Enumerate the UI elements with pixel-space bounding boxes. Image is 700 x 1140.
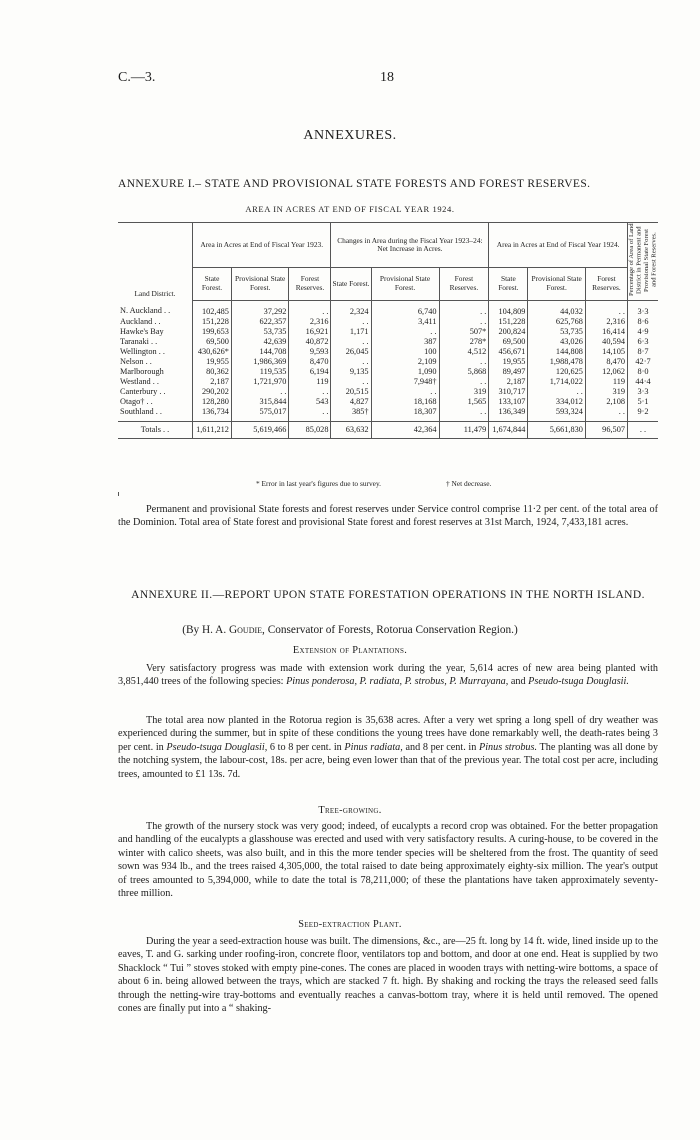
table-cell: 1,714,022 <box>528 377 585 387</box>
subheader-state-forest-change: State Forest. <box>331 268 371 301</box>
table-row <box>118 367 658 377</box>
table-row <box>118 377 658 387</box>
subheader-prov-state-forest-1923: Provisional State Forest. <box>231 268 288 301</box>
table-cell: 278* <box>439 337 489 347</box>
table-cell: . . <box>371 387 439 397</box>
totals-row <box>118 421 658 438</box>
page-number: 18 <box>380 70 394 85</box>
extension-paragraph-1: Very satisfactory progress was made with extension work during the year, 5,614 acres of new area being planted with 3,851,440 trees of the following species: Pinus ponderosa, P. radiata, P. strobus, P. Murrayana, and Pseudo-tsuga Douglasii. <box>118 663 658 688</box>
table-cell: 20,515 <box>331 387 371 397</box>
table-cell: 37,292 <box>231 300 288 317</box>
table-row <box>118 300 658 317</box>
table-cell: 136,349 <box>489 407 528 422</box>
table-cell: 8·7 <box>628 347 659 357</box>
table-cell: . . <box>439 377 489 387</box>
table-cell: 9,593 <box>289 347 331 357</box>
table-cell: 144,808 <box>528 347 585 357</box>
table-cell: 2,316 <box>585 317 627 327</box>
district-name: Marlborough <box>120 366 164 376</box>
table-cell: 456,671 <box>489 347 528 357</box>
header-land-district: Land District. <box>118 223 193 301</box>
table-cell: 1,988,478 <box>528 357 585 367</box>
table-cell: 53,735 <box>528 327 585 337</box>
table-cell: 144,708 <box>231 347 288 357</box>
table-cell: 2,109 <box>371 357 439 367</box>
table-cell: 12,062 <box>585 367 627 377</box>
table-cell: 6,194 <box>289 367 331 377</box>
subheader-prov-state-forest-1924: Provisional State Forest. <box>528 268 585 301</box>
page-header <box>118 70 652 90</box>
table-cell: 42·7 <box>628 357 659 367</box>
table-cell: 575,017 <box>231 407 288 422</box>
table-cell: . . <box>331 337 371 347</box>
table-cell: 2,108 <box>585 397 627 407</box>
totals-cell: 1,674,844 <box>489 421 528 438</box>
tree-growing-paragraph: The growth of the nursery stock was very good; indeed, of eucalypts a record crop was obtained. For the better propagation and handling of the eucalypts a glasshouse was erected and used with very satisfactory results. A curing-house, to be covered in the winter with calico sheets, was also built, and in this the more tender species will be sheltered from the frost. The quantity of seed sown was 934 lb., and the trees raised 4,305,000, the total raised to date being approximately eighty-six million. The year's output of trees amounted to 5,394,000, while to date the total is 78,211,000; of these the plantations have taken approximately seventy-three million. <box>118 821 658 900</box>
table-cell: 104,809 <box>489 300 528 317</box>
table-cell: 310,717 <box>489 387 528 397</box>
table-cell: . . <box>289 407 331 422</box>
district-name: Nelson . . <box>120 356 152 366</box>
table-row <box>118 387 658 397</box>
header-group-changes: Changes in Area during the Fiscal Year 1923–24: Net Increase in Acres. <box>331 223 489 268</box>
table-cell: 133,107 <box>489 397 528 407</box>
table-cell: . . <box>331 377 371 387</box>
totals-cell: 42,364 <box>371 421 439 438</box>
table-cell: 2,187 <box>489 377 528 387</box>
table-cell: . . <box>439 357 489 367</box>
table-cell: 43,026 <box>528 337 585 347</box>
totals-cell: . . <box>628 421 659 438</box>
table-cell: 290,202 <box>193 387 232 397</box>
table-cell: 1,565 <box>439 397 489 407</box>
table-cell: 14,105 <box>585 347 627 357</box>
page-title: ANNEXURES. <box>303 128 397 143</box>
table-cell: 40,594 <box>585 337 627 347</box>
table-cell: 9,135 <box>331 367 371 377</box>
footnote-error: * Error in last year's figures due to survey. <box>256 479 382 488</box>
table-cell: . . <box>231 387 288 397</box>
byline: (By H. A. Goudie, Conservator of Forests, Rotorua Conservation Region.) <box>182 624 518 636</box>
totals-cell: 63,632 <box>331 421 371 438</box>
table-cell: 8·6 <box>628 317 659 327</box>
table-cell: . . <box>371 327 439 337</box>
table-cell: . . <box>528 387 585 397</box>
district-name: Westland . . <box>120 376 159 386</box>
district-name: Auckland . . <box>120 316 161 326</box>
seed-extraction-paragraph: During the year a seed-extraction house was built. The dimensions, &c., are—25 ft. long by 14 ft. wide, lined inside up to the eaves, T. and G. sarking under roofing-iron, concrete floor, ventilators top and bottom, and door at one end. Heat is supplied by two Shacklock “ Tui ” stoves stoked with empty pine-cones. The cones are placed in wooden trays with netting-wire bottoms, a space of about 6 in. being allowed between the trays, which are stacked 7 ft. high. By shaking and rocking the trays the released seed falls through the netting-wire tray-bottoms and eventually reaches a canvas-bottom tray, where it is held until removed. The opened cones are finally put into a “ shaking- <box>118 936 658 1015</box>
table-cell: 3·3 <box>628 300 659 317</box>
totals-cell: 5,619,466 <box>231 421 288 438</box>
section-heading-extension: Extension of Plantations. <box>292 645 408 656</box>
table-cell: 1,090 <box>371 367 439 377</box>
table-cell: 69,500 <box>193 337 232 347</box>
table-cell: 543 <box>289 397 331 407</box>
table-cell: . . <box>585 407 627 422</box>
table-cell: 430,626* <box>193 347 232 357</box>
district-name: Canterbury . . <box>120 386 166 396</box>
table-cell: 200,824 <box>489 327 528 337</box>
table-cell: 6·3 <box>628 337 659 347</box>
table-cell: 622,357 <box>231 317 288 327</box>
table-cell: 7,948† <box>371 377 439 387</box>
table-caption: AREA IN ACRES AT END OF FISCAL YEAR 1924. <box>245 204 455 214</box>
table-cell: 9·2 <box>628 407 659 422</box>
subheader-prov-state-forest-change: Provisional State Forest. <box>371 268 439 301</box>
totals-cell: 5,661,830 <box>528 421 585 438</box>
table-cell: 26,045 <box>331 347 371 357</box>
table-cell: 44,032 <box>528 300 585 317</box>
totals-cell: 85,028 <box>289 421 331 438</box>
district-name: Taranaki . . <box>120 336 158 346</box>
table-cell: 128,280 <box>193 397 232 407</box>
table-cell: 8,470 <box>289 357 331 367</box>
table-cell: 2,316 <box>289 317 331 327</box>
table-cell: 18,307 <box>371 407 439 422</box>
table-cell: 80,362 <box>193 367 232 377</box>
table-cell: 16,921 <box>289 327 331 337</box>
table-cell: . . <box>331 357 371 367</box>
table-cell: 19,955 <box>489 357 528 367</box>
table-cell: 1,986,369 <box>231 357 288 367</box>
table-cell: 8,470 <box>585 357 627 367</box>
table-cell: 4,827 <box>331 397 371 407</box>
table-cell: 4·9 <box>628 327 659 337</box>
subheader-forest-reserves-1923: Forest Reserves. <box>289 268 331 301</box>
table-cell: 136,734 <box>193 407 232 422</box>
table-cell: 119 <box>289 377 331 387</box>
table-cell: 387 <box>371 337 439 347</box>
table-cell: 1,171 <box>331 327 371 337</box>
header-group-1924: Area in Acres at End of Fiscal Year 1924. <box>489 223 628 268</box>
table-cell: 119 <box>585 377 627 387</box>
annexure-1-heading: ANNEXURE I.– STATE AND PROVISIONAL STATE FORESTS AND FOREST RESERVES. <box>118 178 591 190</box>
table-cell: . . <box>289 300 331 317</box>
table-cell: 16,414 <box>585 327 627 337</box>
table-cell: 69,500 <box>489 337 528 347</box>
extension-paragraph-2: The total area now planted in the Rotorua region is 35,638 acres. After a very wet spring a long spell of dry weather was experienced during the summer, but in spite of these conditions the young trees have done remarkably well, the death-rates being 3 per cent. in Pseudo-tsuga Douglasii, 6 to 8 per cent. in Pinus radiata, and 8 per cent. in Pinus strobus. The planting was all done by the notching system, the labour-cost, 18s. per acre, being even lower than that of the previous year. The total cost per acre, including trees, amounted to £1 13s. 7d. <box>118 715 659 780</box>
district-name: Wellington . . <box>120 346 165 356</box>
table-cell: . . <box>439 300 489 317</box>
table-cell: . . <box>439 317 489 327</box>
table-cell: 507* <box>439 327 489 337</box>
table-cell: 151,228 <box>489 317 528 327</box>
table-cell: 2,187 <box>193 377 232 387</box>
table-cell: 2,324 <box>331 300 371 317</box>
table-cell: 319 <box>585 387 627 397</box>
subheader-state-forest-1924: State Forest. <box>489 268 528 301</box>
table-cell: 89,497 <box>489 367 528 377</box>
table-cell: 120,625 <box>528 367 585 377</box>
table-cell: 593,324 <box>528 407 585 422</box>
district-name: Hawke's Bay <box>120 326 164 336</box>
summary-paragraph: Permanent and provisional State forests and forest reserves under Service control comprise 11·2 per cent. of the total area of the Dominion. Total area of State forest and provisional State forest and forest reserves at 31st March, 1924, 7,433,181 acres. <box>118 504 658 529</box>
table-cell: 334,012 <box>528 397 585 407</box>
table-cell: 5·1 <box>628 397 659 407</box>
subheader-state-forest-1923: State Forest. <box>193 268 232 301</box>
table-row <box>118 337 658 347</box>
annexure-2-heading: ANNEXURE II.—REPORT UPON STATE FORESTATION OPERATIONS IN THE NORTH ISLAND. <box>131 589 645 601</box>
table-cell: 100 <box>371 347 439 357</box>
table-cell: 315,844 <box>231 397 288 407</box>
table-cell: 199,653 <box>193 327 232 337</box>
table-cell: 1,721,970 <box>231 377 288 387</box>
district-name: Southland . . <box>120 406 162 416</box>
table-cell: 53,735 <box>231 327 288 337</box>
table-cell: 18,168 <box>371 397 439 407</box>
table-cell: 3·3 <box>628 387 659 397</box>
table-row <box>118 407 658 422</box>
table-cell: 3,411 <box>371 317 439 327</box>
footnote-decrease: † Net decrease. <box>446 479 492 488</box>
totals-label: Totals . . <box>118 421 193 438</box>
table-cell: . . <box>439 407 489 422</box>
table-cell: 44·4 <box>628 377 659 387</box>
table-cell: 40,872 <box>289 337 331 347</box>
table-cell: 42,639 <box>231 337 288 347</box>
table-cell: 6,740 <box>371 300 439 317</box>
table-cell: 19,955 <box>193 357 232 367</box>
table-cell: 319 <box>439 387 489 397</box>
section-heading-tree-growing: Tree-growing. <box>318 805 382 816</box>
table-row <box>118 357 658 367</box>
subheader-forest-reserves-1924: Forest Reserves. <box>585 268 627 301</box>
table-row <box>118 327 658 337</box>
totals-cell: 1,611,212 <box>193 421 232 438</box>
district-name: N. Auckland . . <box>120 306 171 316</box>
table-cell: . . <box>585 300 627 317</box>
table-cell: 119,535 <box>231 367 288 377</box>
forest-area-table <box>118 222 658 439</box>
table-cell: 151,228 <box>193 317 232 327</box>
header-group-1923: Area in Acres at End of Fiscal Year 1923. <box>193 223 331 268</box>
table-cell: . . <box>289 387 331 397</box>
table-row <box>118 317 658 327</box>
divider <box>118 492 120 496</box>
table-cell: 102,485 <box>193 300 232 317</box>
table-cell: 4,512 <box>439 347 489 357</box>
document-reference: C.—3. <box>118 70 156 85</box>
totals-cell: 11,479 <box>439 421 489 438</box>
table-cell: . . <box>331 317 371 327</box>
totals-cell: 96,507 <box>585 421 627 438</box>
table-row <box>118 397 658 407</box>
district-name: Otago† . . <box>120 396 153 406</box>
header-percentage: Percentage of Area of Land District in Permanent and Provisional State Forest and Forest Reserves. <box>628 223 659 301</box>
section-heading-seed-extraction: Seed-extraction Plant. <box>298 919 402 930</box>
table-row <box>118 347 658 357</box>
table-cell: 625,768 <box>528 317 585 327</box>
author-name: Goudie <box>229 624 263 636</box>
subheader-forest-reserves-change: Forest Reserves. <box>439 268 489 301</box>
table-cell: 5,868 <box>439 367 489 377</box>
table-body <box>118 300 658 421</box>
table-cell: 385† <box>331 407 371 422</box>
table-cell: 8·0 <box>628 367 659 377</box>
